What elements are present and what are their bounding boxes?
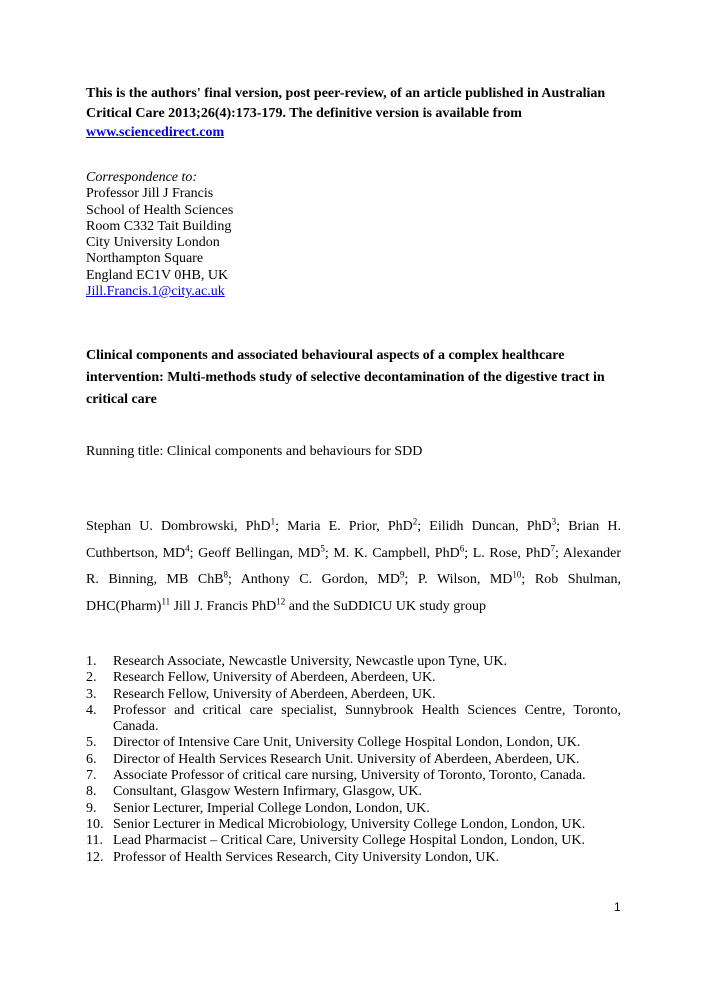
author-separator: ; <box>417 519 430 534</box>
correspondence-line: Northampton Square <box>86 251 204 267</box>
affiliation-text: Research Associate, Newcastle University, Newcastle upon Tyne, UK. <box>113 654 508 669</box>
affiliation-item <box>86 850 621 866</box>
author-name: Geoff Bellingan, MD <box>198 545 321 561</box>
author-name: Alexander R. Binning, MB ChB <box>86 545 622 587</box>
author-name: Stephan U. Dombrowski, PhD <box>86 519 271 534</box>
running-title: Running title: Clinical components and behaviours for SDD <box>86 444 423 459</box>
affiliation-text: Associate Professor of critical care nursing, University of Toronto, Toronto, Canada. <box>113 768 586 784</box>
author-affiliation-ref: 2 <box>412 516 418 527</box>
author-name: Eilidh Duncan, PhD <box>429 519 552 534</box>
affiliation-text: Lead Pharmacist – Critical Care, University College Hospital London, London, UK. <box>113 833 586 849</box>
author <box>472 542 563 561</box>
publication-notice <box>86 84 621 143</box>
author-name: Maria E. Prior, PhD <box>287 519 413 534</box>
author-separator: ; <box>521 572 535 587</box>
author-separator: ; <box>228 572 241 587</box>
affiliation-text: Professor of Health Services Research, City University London, UK. <box>113 849 500 865</box>
correspondence-block <box>86 170 621 300</box>
affiliation-item <box>86 752 621 768</box>
affiliation-number: 9. <box>86 800 97 816</box>
author-name: Brian H. Cuthbertson, MD <box>86 519 622 561</box>
affiliation-text: Professor and critical care specialist, Sunnybrook Health Sciences Centre, Toronto, Canada. <box>113 702 621 735</box>
author-affiliation-ref: 8 <box>223 569 229 580</box>
affiliation-text: Senior Lecturer, Imperial College London, London, UK. <box>113 800 430 816</box>
author-separator: ; <box>556 519 569 534</box>
affiliation-item <box>86 703 621 736</box>
affiliation-number: 7. <box>86 768 97 784</box>
author-affiliation-ref: 3 <box>551 516 557 527</box>
affiliation-number: 8. <box>86 784 97 800</box>
author <box>198 542 334 561</box>
author-name: M. K. Campbell, PhD <box>333 545 460 561</box>
author-separator: ; <box>554 545 563 561</box>
author-affiliation-ref: 12 <box>276 595 286 606</box>
affiliation-text: Senior Lecturer in Medical Microbiology, University College London, London, UK. <box>113 816 586 832</box>
affiliation-item <box>86 687 621 703</box>
author-affiliation-ref: 11 <box>161 595 171 606</box>
affiliation-number: 2. <box>86 670 97 686</box>
author-name: Rob Shulman, DHC(Pharm) <box>86 572 622 614</box>
author-affiliation-ref: 5 <box>320 542 325 553</box>
affiliation-number: 12. <box>86 849 104 865</box>
correspondence-line: England EC1V 0HB, UK <box>86 267 229 283</box>
affiliation-text: Director of Intensive Care Unit, University College Hospital London, London, UK. <box>113 735 581 751</box>
email-link[interactable]: Jill.Francis.1@city.ac.uk <box>86 284 225 300</box>
affiliation-text: Director of Health Services Research Unit. University of Aberdeen, Aberdeen, UK. <box>113 751 580 767</box>
author-name: P. Wilson, MD <box>417 572 513 587</box>
author-separator: and the SuDDICU UK study group <box>285 598 486 614</box>
affiliation-item <box>86 801 621 817</box>
affiliation-number: 5. <box>86 735 97 751</box>
affiliation-number: 10. <box>86 816 104 832</box>
sciencedirect-link[interactable]: www.sciencedirect.com <box>86 125 225 140</box>
author-separator: ; <box>464 545 473 561</box>
author-affiliation-ref: 10 <box>512 569 522 580</box>
author-affiliation-ref: 6 <box>459 542 465 553</box>
author-separator: ; <box>324 545 334 561</box>
affiliation-item <box>86 670 621 686</box>
correspondence-line: Room C332 Tait Building <box>86 218 232 234</box>
correspondence-label: Correspondence to: <box>86 170 198 185</box>
affiliation-number: 3. <box>86 686 97 702</box>
affiliation-item <box>86 735 621 751</box>
author <box>333 542 473 561</box>
correspondence-line: School of Health Sciences <box>86 202 234 218</box>
affiliation-text: Research Fellow, University of Aberdeen, Aberdeen, UK. <box>113 670 436 686</box>
author <box>240 569 418 587</box>
correspondence-line: City University London <box>86 235 220 251</box>
author-name: Jill J. Francis PhD <box>173 598 277 614</box>
page-number: 1 <box>614 900 621 914</box>
affiliation-item <box>86 654 621 670</box>
author-affiliation-ref: 1 <box>270 516 276 527</box>
affiliation-number: 1. <box>86 654 97 669</box>
affiliation-number: 4. <box>86 702 97 718</box>
author-separator: ; <box>404 572 418 587</box>
author <box>86 516 288 534</box>
author-affiliation-ref: 9 <box>399 569 405 580</box>
affiliation-list <box>86 654 621 866</box>
article-title: Clinical components and associated behavioural aspects of a complex healthcare intervention: Multi-methods study of selective decontamination of the digestive tract in critical care <box>86 348 605 407</box>
author <box>417 569 535 587</box>
affiliation-number: 6. <box>86 751 97 767</box>
author-separator: ; <box>275 519 288 534</box>
author-affiliation-ref: 4 <box>185 542 190 553</box>
author-separator: ; <box>189 545 199 561</box>
author <box>287 516 430 534</box>
notice-text: This is the authors' final version, post peer-review, of an article published in Australian Critical Care 2013;26(4):173-179. The definitive version is available from <box>86 86 606 121</box>
correspondence-line: Professor Jill J Francis <box>86 186 214 202</box>
affiliation-item <box>86 817 621 833</box>
author-name: Anthony C. Gordon, MD <box>240 572 400 587</box>
affiliation-item <box>86 784 621 800</box>
affiliation-number: 11. <box>86 833 103 849</box>
author <box>429 516 569 534</box>
affiliation-text: Research Fellow, University of Aberdeen, Aberdeen, UK. <box>113 686 436 702</box>
affiliation-text: Consultant, Glasgow Western Infirmary, Glasgow, UK. <box>113 784 423 800</box>
affiliation-item <box>86 833 621 849</box>
author-list <box>86 514 621 620</box>
author-name: L. Rose, PhD <box>472 545 551 561</box>
affiliation-item <box>86 768 621 784</box>
author-affiliation-ref: 7 <box>550 542 555 553</box>
author <box>173 595 486 614</box>
